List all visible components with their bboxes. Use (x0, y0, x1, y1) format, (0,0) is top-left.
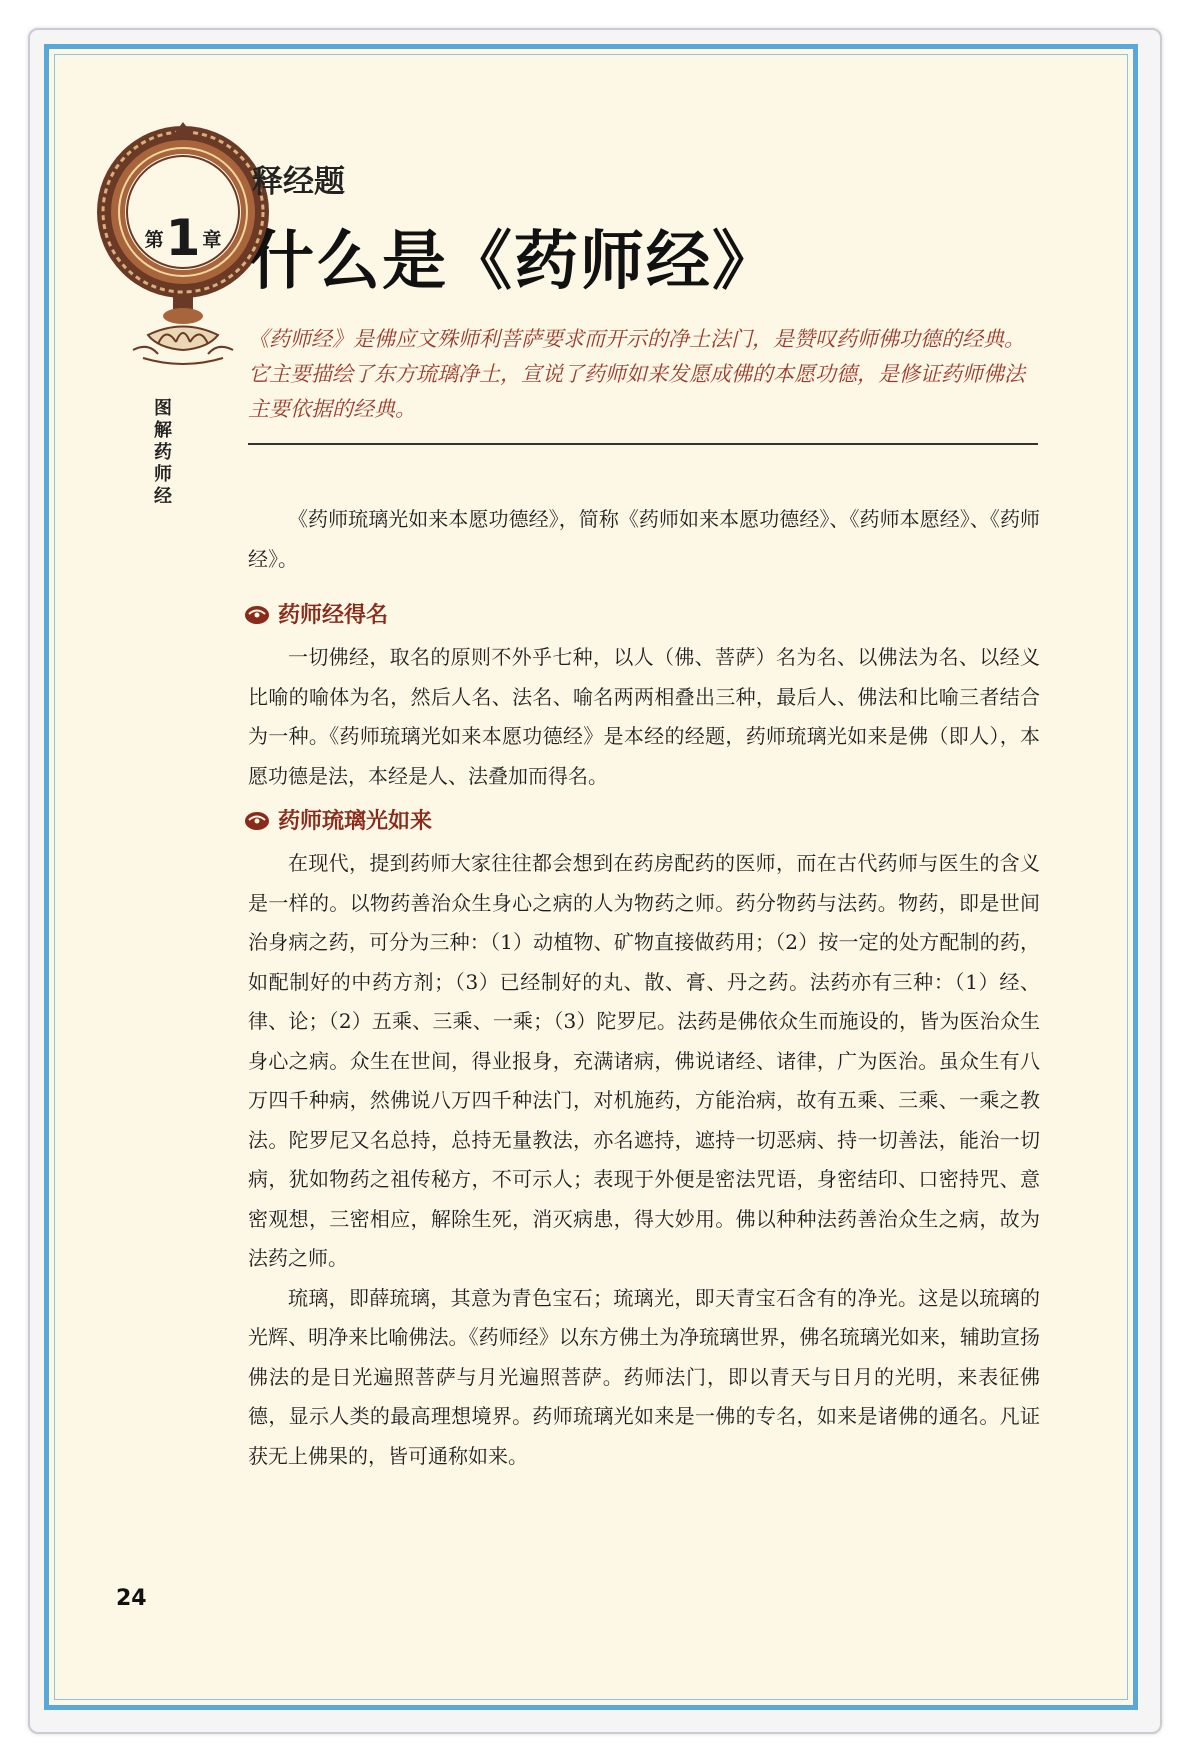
section-1-paragraph: 一切佛经，取名的原则不外乎七种，以人（佛、菩萨）名为名、以佛法为名、以经义比喻的喻体为名，然后人名、法名、喻名两两相叠出三种，最后人、佛法和比喻三者结合为一种。《药师琉璃光如来本愿功德经》是本经的经题，药师琉璃光如来是佛（即人），本愿功德是法，本经是人、法叠加而得名。 (248, 645, 1040, 788)
section-2-paragraph-1: 在现代，提到药师大家往往都会想到在药房配药的医师，而在古代药师与医生的含义是一样的。以物药善治众生身心之病的人为物药之师。药分物药与法药。物药，即是世间治身病之药，可分为三种：（1）动植物、矿物直接做药用；（2）按一定的处方配制的药，如配制好的中药方剂；（3）已经制好的丸、散、膏、丹之药。法药亦有三种：（1）经、律、论；（2）五乘、三乘、一乘；（3）陀罗尼。法药是佛依众生而施设的，皆为医治众生身心之病。众生在世间，得业报身，充满诸病，佛说诸经、诸律，广为医治。虽众生有八万四千种病，然佛说八万四千种法门，对机施药，方能治病，故有五乘、三乘、一乘之教法。陀罗尼又名总持，总持无量教法，亦名遮持，遮持一切恶病、持一切善法，能治一切病，犹如物药之祖传秘方，不可示人；表现于外便是密法咒语，身密结印、口密持咒、意密观想，三密相应，解除生死，消灭病患，得大妙用。佛以种种法药善治众生之病，故为法药之师。 (248, 851, 1040, 1270)
page-number: 24 (116, 1586, 147, 1611)
chapter-prefix: 第 (144, 228, 164, 251)
opening-paragraph-block (248, 500, 1040, 579)
chapter-suffix: 章 (202, 228, 222, 251)
section-heading-2 (244, 804, 432, 835)
section-heading-1-text: 药师经得名 (278, 603, 389, 628)
chapter-title: 什么是《药师经》 (250, 225, 778, 299)
lotus-bowl-icon (244, 809, 270, 831)
lotus-bowl-icon (244, 603, 270, 625)
section-heading-2-text: 药师琉璃光如来 (278, 809, 433, 834)
chapter-subtitle: 释经题 (252, 164, 345, 200)
divider-line (248, 443, 1038, 445)
intro-abstract: 《药师经》是佛应文殊师利菩萨要求而开示的净土法门，是赞叹药师佛功德的经典。它主要描绘了东方琉璃净土，宣说了药师如来发愿成佛的本愿功德，是修证药师佛法主要依据的经典。 (248, 327, 1025, 421)
book-title-vertical: 图解药师经 (151, 398, 172, 508)
chapter-number: 1 (165, 209, 201, 267)
section-2-paragraph-2: 琉璃，即薛琉璃，其意为青色宝石；琉璃光，即天青宝石含有的净光。这是以琉璃的光辉、明净来比喻佛法。《药师经》以东方佛土为净琉璃世界，佛名琉璃光如来，辅助宣扬佛法的是日光遍照菩萨与月光遍照菩萨。药师法门，即以青天与日月的光明，来表征佛德，显示人类的最高理想境界。药师琉璃光如来是一佛的专名，如来是诸佛的通名。凡证获无上佛果的，皆可通称如来。 (248, 1285, 1040, 1468)
opening-paragraph: 《药师琉璃光如来本愿功德经》，简称《药师如来本愿功德经》、《药师本愿经》、《药师经》。 (248, 507, 1040, 571)
section-2-body (248, 844, 1040, 1476)
section-1-body (248, 638, 1040, 796)
section-heading-1 (244, 598, 388, 629)
chapter-label (108, 208, 258, 268)
